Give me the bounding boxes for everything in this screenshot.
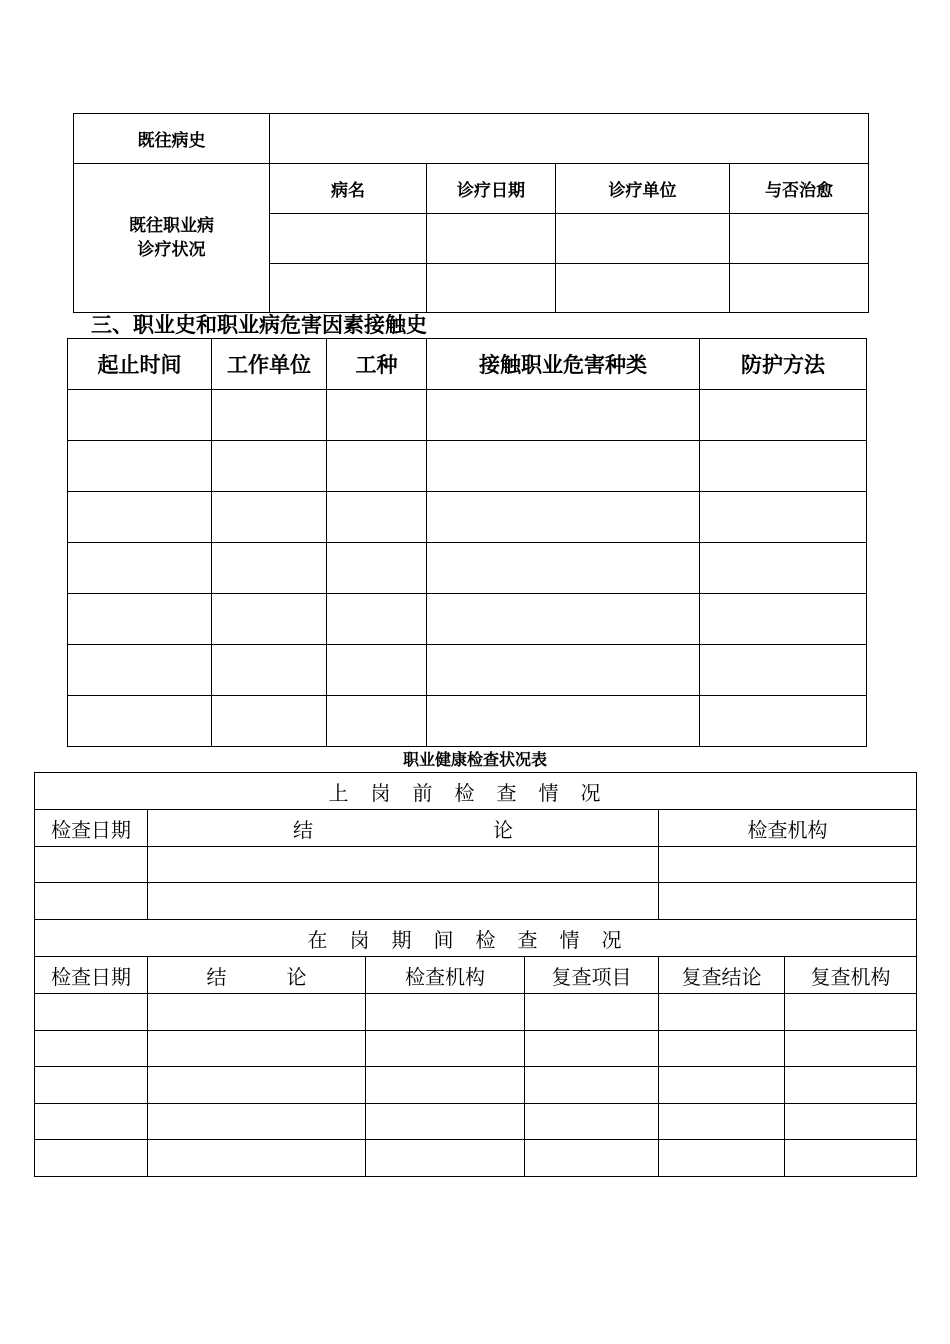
header-cured: 与否治愈 xyxy=(730,164,869,214)
header-diagnosis-date: 诊疗日期 xyxy=(427,164,556,214)
header-check-date: 检查日期 xyxy=(35,957,148,994)
table-cell[interactable] xyxy=(427,441,700,492)
table-cell[interactable] xyxy=(730,214,869,264)
table-cell[interactable] xyxy=(700,543,867,594)
table-cell[interactable] xyxy=(525,1140,659,1177)
table-cell[interactable] xyxy=(68,390,212,441)
table-cell[interactable] xyxy=(659,847,917,883)
table-cell[interactable] xyxy=(212,645,327,696)
table-row xyxy=(68,441,867,492)
header-check-institution: 检查机构 xyxy=(366,957,525,994)
table-cell[interactable] xyxy=(785,1031,917,1067)
table-cell[interactable] xyxy=(148,1104,366,1140)
past-history-table xyxy=(73,113,869,313)
header-check-date: 检查日期 xyxy=(35,810,148,847)
table-cell[interactable] xyxy=(785,1104,917,1140)
header-recheck-institution: 复查机构 xyxy=(785,957,917,994)
header-conclusion xyxy=(148,810,659,847)
table-cell[interactable] xyxy=(366,994,525,1031)
past-history-value-cell[interactable] xyxy=(270,114,869,164)
table-cell[interactable] xyxy=(212,696,327,747)
table-cell[interactable] xyxy=(700,492,867,543)
table-cell[interactable] xyxy=(212,543,327,594)
header-diagnosis-unit: 诊疗单位 xyxy=(556,164,730,214)
table-cell[interactable] xyxy=(427,264,556,313)
header-job-type: 工种 xyxy=(327,339,427,390)
table-cell[interactable] xyxy=(68,696,212,747)
table-cell[interactable] xyxy=(427,594,700,645)
table-cell[interactable] xyxy=(148,883,659,920)
header-conclusion xyxy=(148,957,366,994)
table-cell[interactable] xyxy=(327,594,427,645)
header-disease-name: 病名 xyxy=(270,164,427,214)
table-row xyxy=(68,645,867,696)
header-recheck-conclusion: 复查结论 xyxy=(659,957,785,994)
table-cell[interactable] xyxy=(327,441,427,492)
table-row xyxy=(35,1067,917,1104)
table-cell[interactable] xyxy=(35,883,148,920)
table-cell[interactable] xyxy=(270,214,427,264)
table-cell[interactable] xyxy=(212,492,327,543)
table-cell[interactable] xyxy=(427,696,700,747)
section3-heading: 三、职业史和职业病危害因素接触史 xyxy=(91,313,427,337)
table-cell[interactable] xyxy=(35,1140,148,1177)
table-cell[interactable] xyxy=(525,1104,659,1140)
table-cell[interactable] xyxy=(327,492,427,543)
table-row xyxy=(35,1140,917,1177)
table-cell[interactable] xyxy=(556,264,730,313)
occupational-disease-label-line1: 既往职业病 xyxy=(129,216,214,236)
table-cell[interactable] xyxy=(366,1140,525,1177)
header-employer: 工作单位 xyxy=(212,339,327,390)
table-cell[interactable] xyxy=(700,441,867,492)
table-cell[interactable] xyxy=(525,1031,659,1067)
occupational-disease-label-line2: 诊疗状况 xyxy=(137,240,206,260)
table-cell[interactable] xyxy=(427,645,700,696)
table-cell[interactable] xyxy=(212,594,327,645)
table-cell[interactable] xyxy=(327,645,427,696)
table-cell[interactable] xyxy=(148,1140,366,1177)
on-post-check-title: 在岗期间检查情况 xyxy=(35,920,917,957)
table-cell[interactable] xyxy=(785,1067,917,1104)
table-cell[interactable] xyxy=(270,264,427,313)
header-conclusion-part2: 论 xyxy=(493,817,513,842)
table-cell[interactable] xyxy=(327,390,427,441)
table-cell[interactable] xyxy=(366,1031,525,1067)
header-period: 起止时间 xyxy=(68,339,212,390)
table-cell[interactable] xyxy=(700,390,867,441)
table-cell[interactable] xyxy=(427,214,556,264)
table-row xyxy=(35,847,917,883)
table-cell[interactable] xyxy=(700,594,867,645)
table-cell[interactable] xyxy=(148,994,366,1031)
occupational-disease-label xyxy=(74,164,270,313)
header-conclusion-part1: 结 xyxy=(293,817,313,842)
table-row xyxy=(35,994,917,1031)
header-protection: 防护方法 xyxy=(700,339,867,390)
table-cell[interactable] xyxy=(148,1067,366,1104)
table-cell[interactable] xyxy=(556,214,730,264)
table-cell[interactable] xyxy=(525,994,659,1031)
header-conclusion-part1: 结 xyxy=(206,964,227,989)
pre-post-check-title: 上岗前检查情况 xyxy=(35,773,917,810)
table-cell[interactable] xyxy=(659,1104,785,1140)
table-cell[interactable] xyxy=(68,492,212,543)
health-check-caption: 职业健康检查状况表 xyxy=(402,750,547,769)
table-row xyxy=(68,543,867,594)
table-cell[interactable] xyxy=(427,390,700,441)
table-cell[interactable] xyxy=(659,883,917,920)
header-check-institution: 检查机构 xyxy=(659,810,917,847)
table-row xyxy=(68,492,867,543)
table-cell[interactable] xyxy=(212,390,327,441)
header-recheck-items: 复查项目 xyxy=(525,957,659,994)
table-cell[interactable] xyxy=(327,696,427,747)
header-hazard-type: 接触职业危害种类 xyxy=(427,339,700,390)
table-cell[interactable] xyxy=(785,1140,917,1177)
table-cell[interactable] xyxy=(35,994,148,1031)
table-row xyxy=(35,883,917,920)
table-cell[interactable] xyxy=(659,1067,785,1104)
table-cell[interactable] xyxy=(700,645,867,696)
table-cell[interactable] xyxy=(659,1031,785,1067)
table-cell[interactable] xyxy=(68,441,212,492)
table-row xyxy=(68,696,867,747)
table-cell[interactable] xyxy=(730,264,869,313)
table-cell[interactable] xyxy=(68,543,212,594)
table-cell[interactable] xyxy=(327,543,427,594)
table-cell[interactable] xyxy=(148,1031,366,1067)
table-cell[interactable] xyxy=(68,645,212,696)
table-row xyxy=(68,594,867,645)
table-cell[interactable] xyxy=(366,1104,525,1140)
table-cell[interactable] xyxy=(148,847,659,883)
table-cell[interactable] xyxy=(427,543,700,594)
table-cell[interactable] xyxy=(659,1140,785,1177)
table-cell[interactable] xyxy=(68,594,212,645)
table-cell[interactable] xyxy=(35,1031,148,1067)
header-conclusion-part2: 论 xyxy=(286,964,307,989)
table-cell[interactable] xyxy=(366,1067,525,1104)
table-cell[interactable] xyxy=(785,994,917,1031)
table-cell[interactable] xyxy=(35,847,148,883)
table-cell[interactable] xyxy=(35,1067,148,1104)
table-cell[interactable] xyxy=(700,696,867,747)
table-row xyxy=(68,390,867,441)
table-cell[interactable] xyxy=(212,441,327,492)
occupational-history-table xyxy=(67,338,867,747)
past-history-label: 既往病史 xyxy=(74,114,270,164)
table-cell[interactable] xyxy=(659,994,785,1031)
table-row xyxy=(35,1031,917,1067)
table-cell[interactable] xyxy=(427,492,700,543)
table-row xyxy=(35,1104,917,1140)
table-cell[interactable] xyxy=(525,1067,659,1104)
table-cell[interactable] xyxy=(35,1104,148,1140)
health-check-table xyxy=(34,772,917,1177)
